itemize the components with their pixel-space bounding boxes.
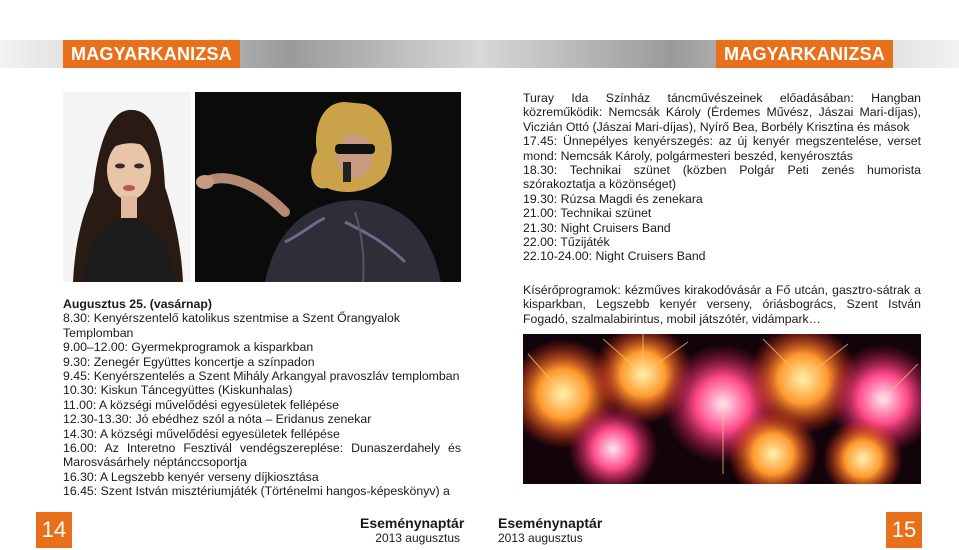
footer-subtitle-left: 2013 augusztus [375,531,460,545]
program-item: 19.30: Rúzsa Magdi és zenekara [523,191,703,206]
program-item: 9.30: Zenegér Együttes koncertje a színpadon [63,354,315,369]
brand-label-left: MAGYARKANIZSA [63,40,240,68]
program-item: 9.00–12.00: Gyermekprogramok a kisparkban [63,340,314,355]
program-item: 21.00: Technikai szünet [523,206,652,221]
program-item: 10.30: Kiskun Táncegyüttes (Kiskunhalas) [63,383,293,398]
footer-title-left: Eseménynaptár [360,515,465,531]
performer-stage-photo [195,92,461,282]
side-programs-text: Kísérőprogramok: kézműves kirakodóvásár a Fő utcán, gasztro-sátrak a kisparkban, Legszebb kenyér verseny, óriásbogrács, Szent István Fogadó, szalmalabirintus, mobil játszótér, vidámpark… [523,283,921,326]
program-item: 22.10-24.00: Night Cruisers Band [523,249,706,264]
program-item: 16.00: Az Interetno Fesztivál vendégszereplése: Dunaszerdahely és Marosvásárhely néptánccsoportja [63,441,461,470]
program-item: 16.30: A Legszebb kenyér verseny díjkiosztása [63,469,319,484]
program-item: 14.30: A községi művelődési egyesületek fellépése [63,426,340,441]
footer-subtitle-right: 2013 augusztus [498,531,583,545]
program-item: 8.30: Kenyérszentelő katolikus szentmise a Szent Őrangyalok Templomban [63,311,400,340]
page-number-right: 15 [886,512,922,548]
program-item: 22.00: Tűzijáték [523,235,610,250]
program-item: 18.30: Technikai szünet (közben Polgár Peti zenés humorista szórakoztatja a közönséget) [523,163,921,192]
program-item: 11.00: A községi művelődési egyesületek fellépése [63,397,339,412]
program-item: 17.45: Ünnepélyes kenyérszegés: az új kenyér megszentelése, verset mond: Nemcsák Károly, polgármesteri beszéd, kenyérosztás [523,134,921,163]
footer-title-right: Eseménynaptár [498,515,603,531]
brand-label-right: MAGYARKANIZSA [716,40,893,68]
singer-portrait-photo [63,92,191,282]
left-program-block [63,297,461,499]
fireworks-photo [523,334,921,484]
right-program-block [523,91,921,264]
page-number-left: 14 [36,512,72,548]
program-item: 16.45: Szent István misztériumjáték (Történelmi hangos-képeskönyv) a [63,484,450,499]
day-heading: Augusztus 25. (vasárnap) [63,297,212,311]
program-item: 12.30-13.30: Jó ebédhez szól a nóta – Eridanus zenekar [63,412,372,427]
program-item: 21.30: Night Cruisers Band [523,220,671,235]
program-item: Turay Ida Színház táncművészeinek előadásában: Hangban közreműködik: Nemcsák Károly (Érdemes Művész, Jászai Mari-díjas), Viczián Ottó (Jászai Mari-díjas), Nyírő Bea, Borbély Krisztina és mások [523,91,921,134]
program-item: 9.45: Kenyérszentelés a Szent Mihály Arkangyal pravoszláv templomban [63,369,460,384]
